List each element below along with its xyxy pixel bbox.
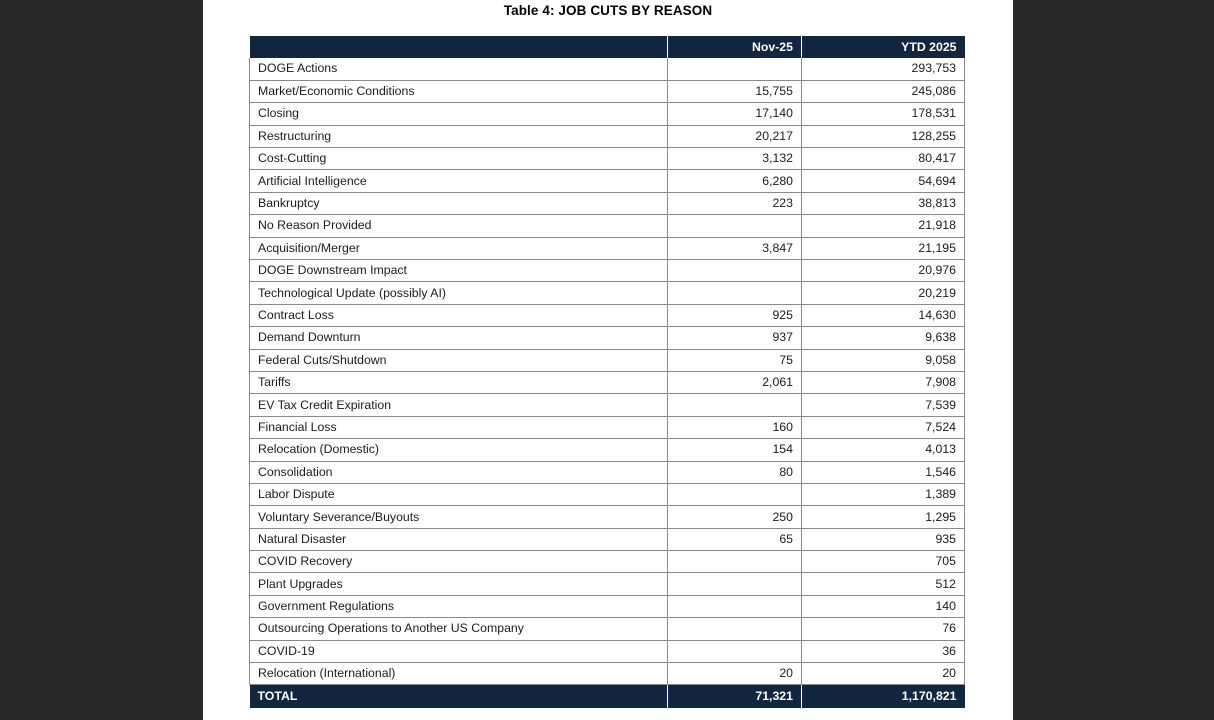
cell-ytd2025: 1,389 <box>802 483 965 505</box>
cell-reason: Demand Downturn <box>250 327 668 349</box>
cell-nov25 <box>668 58 802 80</box>
cell-reason: Relocation (Domestic) <box>250 439 668 461</box>
cell-nov25: 3,132 <box>668 148 802 170</box>
cell-nov25: 925 <box>668 304 802 326</box>
cell-reason: No Reason Provided <box>250 215 668 237</box>
cell-nov25: 75 <box>668 349 802 371</box>
cell-ytd2025: 9,638 <box>802 327 965 349</box>
cell-reason: Voluntary Severance/Buyouts <box>250 506 668 528</box>
table-row <box>250 304 965 326</box>
cell-nov25: 160 <box>668 416 802 438</box>
table-row <box>250 260 965 282</box>
table-row <box>250 192 965 214</box>
cell-reason: Natural Disaster <box>250 528 668 550</box>
cell-ytd2025: 1,295 <box>802 506 965 528</box>
cell-nov25: 17,140 <box>668 103 802 125</box>
cell-nov25: 65 <box>668 528 802 550</box>
cell-ytd2025: 128,255 <box>802 125 965 147</box>
cell-nov25 <box>668 282 802 304</box>
cell-ytd2025: 7,524 <box>802 416 965 438</box>
cell-reason: COVID Recovery <box>250 551 668 573</box>
cell-reason: DOGE Actions <box>250 58 668 80</box>
cell-ytd2025: 7,908 <box>802 371 965 393</box>
table-row <box>250 439 965 461</box>
cell-reason: Contract Loss <box>250 304 668 326</box>
cell-reason: Labor Dispute <box>250 483 668 505</box>
total-ytd2025: 1,170,821 <box>802 685 965 708</box>
cell-nov25: 2,061 <box>668 371 802 393</box>
cell-reason: Consolidation <box>250 461 668 483</box>
cell-nov25: 6,280 <box>668 170 802 192</box>
cell-nov25: 20 <box>668 663 802 685</box>
table-row <box>250 125 965 147</box>
cell-reason: Outsourcing Operations to Another US Company <box>250 618 668 640</box>
table-row <box>250 461 965 483</box>
cell-reason: Artificial Intelligence <box>250 170 668 192</box>
cell-reason: Cost-Cutting <box>250 148 668 170</box>
table-row <box>250 663 965 685</box>
table-row <box>250 416 965 438</box>
column-header-nov25: Nov-25 <box>668 36 802 58</box>
cell-reason: Acquisition/Merger <box>250 237 668 259</box>
cell-ytd2025: 935 <box>802 528 965 550</box>
table-row <box>250 58 965 80</box>
cell-reason: Federal Cuts/Shutdown <box>250 349 668 371</box>
cell-nov25: 20,217 <box>668 125 802 147</box>
cell-reason: COVID-19 <box>250 640 668 662</box>
table-row <box>250 483 965 505</box>
table-header-row <box>250 36 965 58</box>
cell-nov25: 223 <box>668 192 802 214</box>
cell-ytd2025: 20 <box>802 663 965 685</box>
table-row <box>250 170 965 192</box>
cell-ytd2025: 54,694 <box>802 170 965 192</box>
job-cuts-table-container <box>249 36 964 708</box>
cell-ytd2025: 14,630 <box>802 304 965 326</box>
table-row <box>250 595 965 617</box>
cell-nov25: 937 <box>668 327 802 349</box>
cell-ytd2025: 21,918 <box>802 215 965 237</box>
cell-ytd2025: 245,086 <box>802 80 965 102</box>
cell-nov25 <box>668 595 802 617</box>
page-title: Table 4: JOB CUTS BY REASON <box>503 3 713 18</box>
table-row <box>250 394 965 416</box>
table-row <box>250 640 965 662</box>
cell-ytd2025: 512 <box>802 573 965 595</box>
column-header-reason <box>250 36 668 58</box>
cell-reason: Closing <box>250 103 668 125</box>
cell-ytd2025: 4,013 <box>802 439 965 461</box>
total-label: TOTAL <box>250 685 668 708</box>
cell-reason: Financial Loss <box>250 416 668 438</box>
cell-ytd2025: 140 <box>802 595 965 617</box>
cell-nov25 <box>668 618 802 640</box>
cell-nov25 <box>668 573 802 595</box>
cell-ytd2025: 7,539 <box>802 394 965 416</box>
table-row <box>250 528 965 550</box>
table-row <box>250 80 965 102</box>
cell-reason: Market/Economic Conditions <box>250 80 668 102</box>
cell-nov25: 250 <box>668 506 802 528</box>
document-page <box>203 0 1013 720</box>
total-nov25: 71,321 <box>668 685 802 708</box>
table-row <box>250 551 965 573</box>
cell-nov25 <box>668 551 802 573</box>
table-row <box>250 103 965 125</box>
cell-reason: Tariffs <box>250 371 668 393</box>
table-header <box>250 36 965 58</box>
table-body <box>250 58 965 708</box>
table-row <box>250 573 965 595</box>
cell-ytd2025: 705 <box>802 551 965 573</box>
table-row <box>250 327 965 349</box>
cell-ytd2025: 20,976 <box>802 260 965 282</box>
job-cuts-table <box>249 36 965 708</box>
cell-ytd2025: 20,219 <box>802 282 965 304</box>
cell-reason: EV Tax Credit Expiration <box>250 394 668 416</box>
cell-nov25 <box>668 394 802 416</box>
table-row <box>250 618 965 640</box>
table-row <box>250 215 965 237</box>
cell-ytd2025: 1,546 <box>802 461 965 483</box>
cell-nov25 <box>668 260 802 282</box>
cell-nov25: 80 <box>668 461 802 483</box>
cell-ytd2025: 36 <box>802 640 965 662</box>
column-header-ytd2025: YTD 2025 <box>802 36 965 58</box>
table-row <box>250 371 965 393</box>
cell-reason: Restructuring <box>250 125 668 147</box>
table-row <box>250 282 965 304</box>
cell-ytd2025: 178,531 <box>802 103 965 125</box>
cell-nov25: 3,847 <box>668 237 802 259</box>
table-row <box>250 506 965 528</box>
cell-reason: Government Regulations <box>250 595 668 617</box>
cell-ytd2025: 293,753 <box>802 58 965 80</box>
cell-ytd2025: 9,058 <box>802 349 965 371</box>
cell-reason: Technological Update (possibly AI) <box>250 282 668 304</box>
cell-ytd2025: 80,417 <box>802 148 965 170</box>
table-row <box>250 349 965 371</box>
cell-ytd2025: 21,195 <box>802 237 965 259</box>
cell-reason: DOGE Downstream Impact <box>250 260 668 282</box>
cell-nov25 <box>668 483 802 505</box>
cell-nov25: 15,755 <box>668 80 802 102</box>
cell-reason: Relocation (International) <box>250 663 668 685</box>
cell-nov25 <box>668 215 802 237</box>
cell-nov25 <box>668 640 802 662</box>
table-row <box>250 237 965 259</box>
table-row <box>250 148 965 170</box>
cell-nov25: 154 <box>668 439 802 461</box>
cell-ytd2025: 38,813 <box>802 192 965 214</box>
cell-reason: Plant Upgrades <box>250 573 668 595</box>
cell-ytd2025: 76 <box>802 618 965 640</box>
table-total-row <box>250 685 965 708</box>
cell-reason: Bankruptcy <box>250 192 668 214</box>
